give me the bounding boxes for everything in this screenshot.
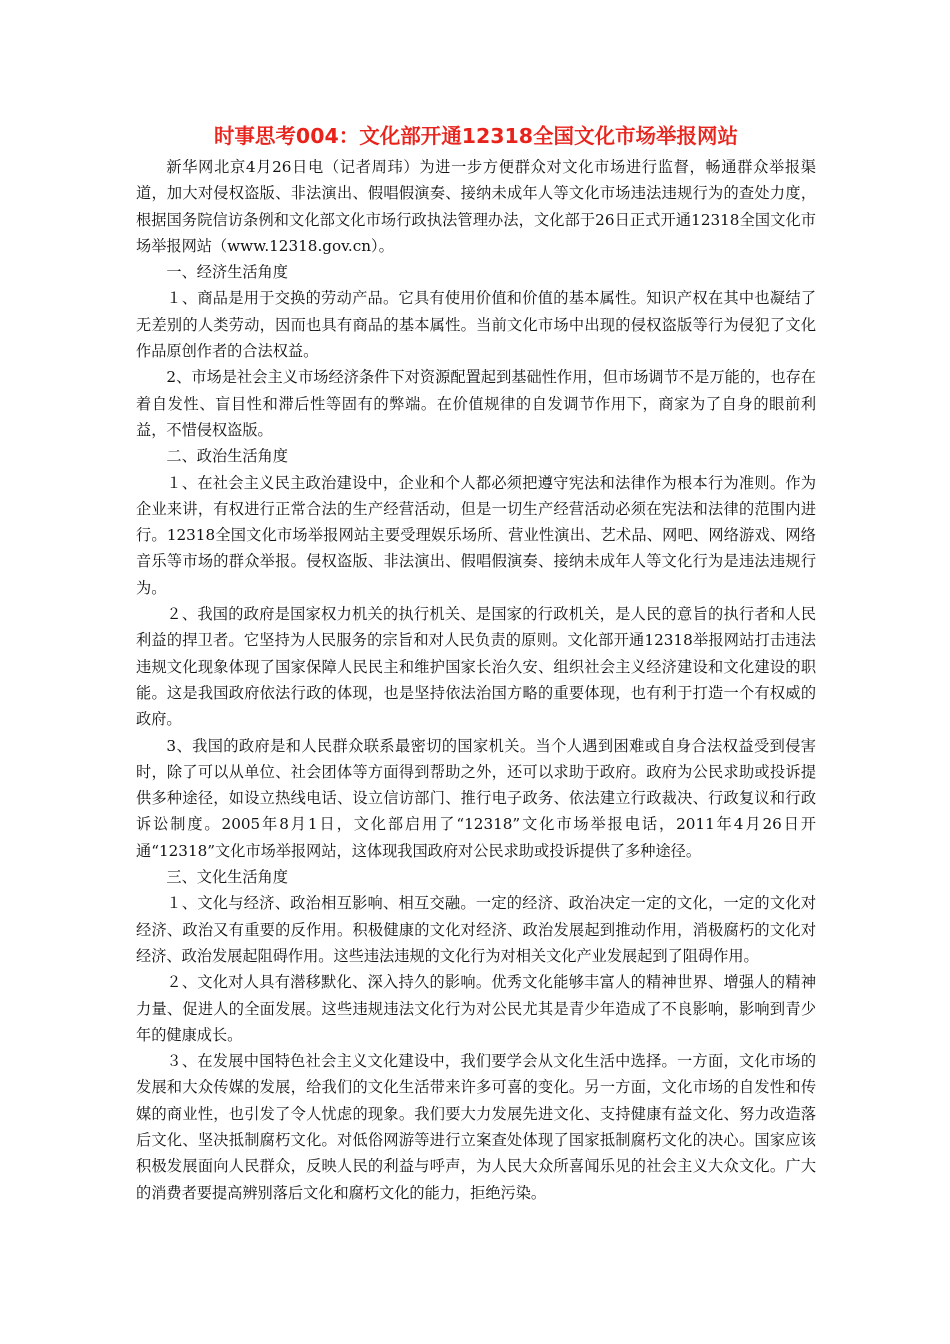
economic-point-1: １、商品是用于交换的劳动产品。它具有使用价值和价值的基本属性。知识产权在其中也凝结了无差别的人类劳动，因而也具有商品的基本属性。当前文化市场中出现的侵权盗版等行为侵犯了文化作品原创作者的合法权益。 — [136, 289, 816, 361]
cultural-point-1: １、文化与经济、政治相互影响、相互交融。一定的经济、政治决定一定的文化，一定的文化对经济、政治又有重要的反作用。积极健康的文化对经济、政治发展起到推动作用，消极腐朽的文化对经济、政治发展起阻碍作用。这些违法违规的文化行为对相关文化产业发展起到了阻碍作用。 — [136, 894, 816, 965]
document-title: 时事思考004：文化部开通12318全国文化市场举报网站 — [213, 124, 739, 148]
political-point-2: ２、我国的政府是国家权力机关的执行机关、是国家的行政机关，是人民的意旨的执行者和人民利益的捍卫者。它坚持为人民服务的宗旨和对人民负责的原则。文化部开通12318举报网站打击违法违规文化现象体现了国家保障人民民主和维护国家长治久安、组织社会主义经济建设和文化建设的职能。这是我国政府依法行政的体现，也是坚持依法治国方略的重要体现，也有利于打造一个有权威的政府。 — [136, 605, 816, 729]
political-point-1: １、在社会主义民主政治建设中，企业和个人都必须把遵守宪法和法律作为根本行为准则。作为企业来讲，有权进行正常合法的生产经营活动，但是一切生产经营活动必须在宪法和法律的范围内进行。12318全国文化市场举报网站主要受理娱乐场所、营业性演出、艺术品、网吧、网络游戏、网络音乐等市场的群众举报。侵权盗版、非法演出、假唱假演奏、接纳未成年人等文化行为是违法违规行为。 — [136, 473, 816, 597]
document-body — [136, 118, 816, 1206]
cultural-point-2: ２、文化对人具有潜移默化、深入持久的影响。优秀文化能够丰富人的精神世界、增强人的精神力量、促进人的全面发展。这些违规违法文化行为对公民尤其是青少年造成了不良影响，影响到青少年的健康成长。 — [136, 973, 816, 1044]
economic-point-2: 2、市场是社会主义市场经济条件下对资源配置起到基础性作用，但市场调节不是万能的，也存在着自发性、盲目性和滞后性等固有的弊端。在价值规律的自发调节作用下，商家为了自身的眼前利益，不惜侵权盗版。 — [136, 368, 816, 439]
section-heading-political: 二、政治生活角度 — [166, 447, 288, 466]
cultural-point-3: ３、在发展中国特色社会主义文化建设中，我们要学会从文化生活中选择。一方面，文化市场的发展和大众传媒的发展，给我们的文化生活带来许多可喜的变化。另一方面，文化市场的自发性和传媒的商业性，也引发了令人忧虑的现象。我们要大力发展先进文化、支持健康有益文化、努力改造落后文化、坚决抵制腐朽文化。对低俗网游等进行立案查处体现了国家抵制腐朽文化的决心。国家应该积极发展面向人民群众，反映人民的利益与呼声，为人民大众所喜闻乐见的社会主义大众文化。广大的消费者要提高辨别落后文化和腐朽文化的能力，拒绝污染。 — [136, 1052, 816, 1202]
section-heading-economic: 一、经济生活角度 — [166, 263, 288, 282]
intro-paragraph: 新华网北京4月26日电（记者周玮）为进一步方便群众对文化市场进行监督，畅通群众举报渠道，加大对侵权盗版、非法演出、假唱假演奏、接纳未成年人等文化市场违法违规行为的查处力度，根据国务院信访条例和文化部文化市场行政执法管理办法，文化部于26日正式开通12318全国文化市场举报网站（www.12318.gov.cn）。 — [136, 158, 816, 255]
section-heading-cultural: 三、文化生活角度 — [166, 868, 288, 887]
political-point-3: 3、我国的政府是和人民群众联系最密切的国家机关。当个人遇到困难或自身合法权益受到侵害时，除了可以从单位、社会团体等方面得到帮助之外，还可以求助于政府。政府为公民求助或投诉提供多种途径，如设立热线电话、设立信访部门、推行电子政务、依法建立行政裁决、行政复议和行政诉讼制度。2005年8月1日，文化部启用了“12318”文化市场举报电话，2011年4月26日开通“12318”文化市场举报网站，这体现我国政府对公民求助或投诉提供了多种途径。 — [136, 736, 816, 860]
